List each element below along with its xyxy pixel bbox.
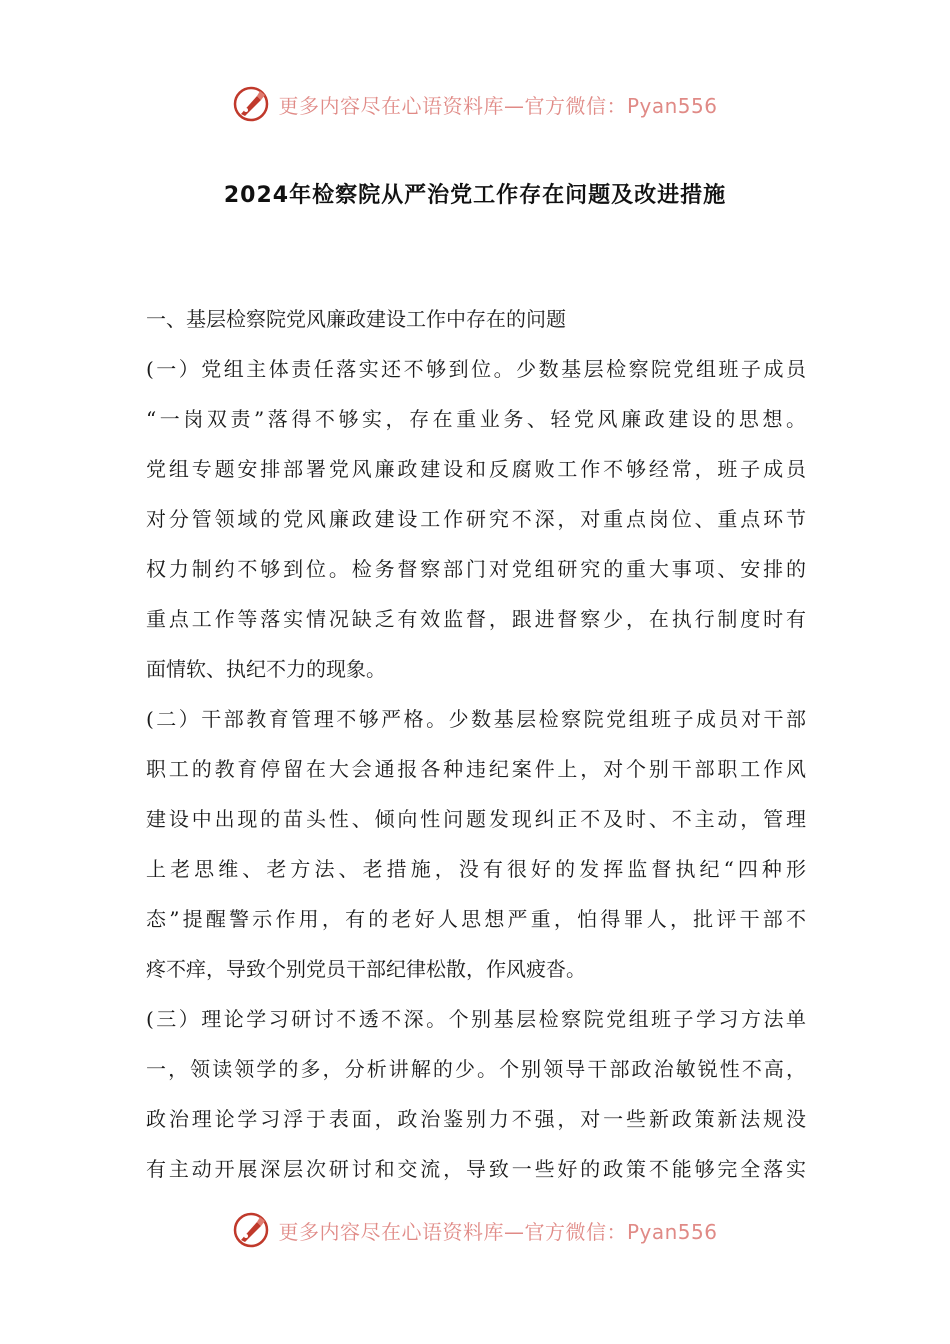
body-line: 有主动开展深层次研讨和交流，导致一些好的政策不能够完全落实 (146, 1157, 806, 1181)
body-line: (二）干部教育管理不够严格。少数基层检察院党组班子成员对干部 (146, 707, 806, 731)
body-line: 职工的教育停留在大会通报各种违纪案件上，对个别干部职工作风 (146, 757, 806, 781)
footer-watermark (0, 1208, 950, 1252)
body-line: 面情软、执纪不力的现象。 (146, 657, 386, 681)
watermark-text: 更多内容尽在心语资料库—官方微信：Pyan556 (278, 93, 718, 118)
section-heading: 一、基层检察院党风廉政建设工作中存在的问题 (146, 307, 566, 331)
body-line: 党组专题安排部署党风廉政建设和反腐败工作不够经常，班子成员 (146, 457, 806, 481)
pen-nib-logo-icon (232, 1211, 270, 1249)
document-title: 2024年检察院从严治党工作存在问题及改进措施 (223, 183, 727, 208)
pen-nib-logo-icon (232, 85, 270, 123)
body-line: 态”提醒警示作用，有的老好人思想严重，怕得罪人，批评干部不 (146, 907, 806, 931)
body-line: 重点工作等落实情况缺乏有效监督，跟进督察少，在执行制度时有 (146, 607, 806, 631)
document-body (146, 300, 806, 1200)
body-line: 疼不痒，导致个别党员干部纪律松散，作风疲沓。 (146, 957, 586, 981)
body-line: 权力制约不够到位。检务督察部门对党组研究的重大事项、安排的 (146, 557, 806, 581)
body-line: 上老思维、老方法、老措施，没有很好的发挥监督执纪“四种形 (146, 857, 806, 881)
body-line: (三）理论学习研讨不透不深。个别基层检察院党组班子学习方法单 (146, 1007, 806, 1031)
body-line: 建设中出现的苗头性、倾向性问题发现纠正不及时、不主动，管理 (146, 807, 806, 831)
header-watermark (0, 82, 950, 126)
body-line: 一，领读领学的多，分析讲解的少。个别领导干部政治敏锐性不高， (146, 1057, 806, 1081)
body-line: (一）党组主体责任落实还不够到位。少数基层检察院党组班子成员 (146, 357, 806, 381)
body-line: 政治理论学习浮于表面，政治鉴别力不强，对一些新政策新法规没 (146, 1107, 806, 1131)
body-line: “一岗双责”落得不够实，存在重业务、轻党风廉政建设的思想。 (146, 407, 806, 431)
watermark-text: 更多内容尽在心语资料库—官方微信：Pyan556 (278, 1219, 718, 1244)
body-line: 对分管领域的党风廉政建设工作研究不深，对重点岗位、重点环节 (146, 507, 806, 531)
